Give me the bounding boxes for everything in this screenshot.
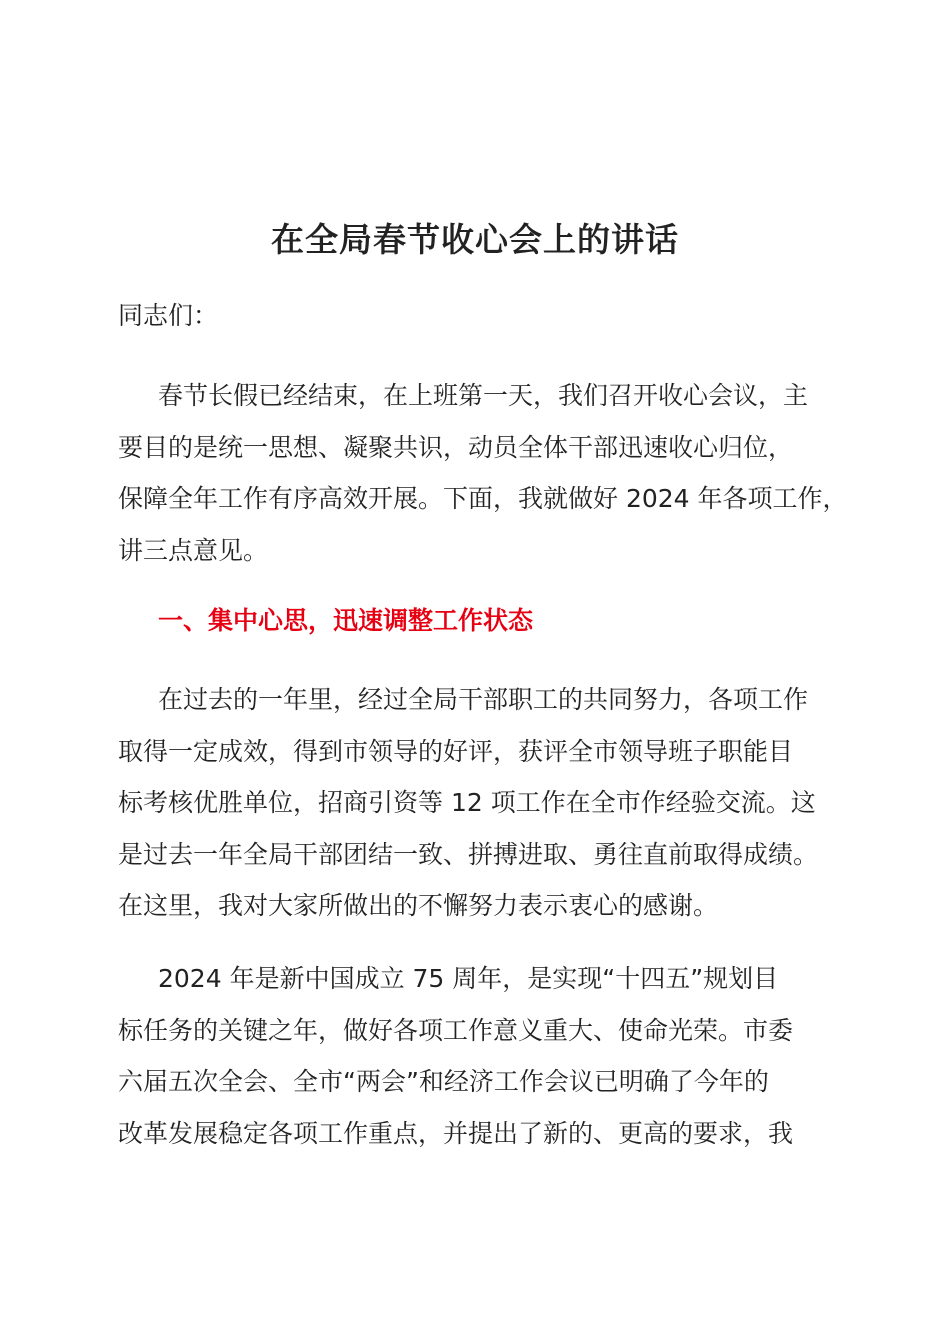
salutation: 同志们： (118, 301, 219, 330)
paragraph-line: 改革发展稳定各项工作重点，并提出了新的、更高的要求，我 (118, 1118, 794, 1148)
paragraph-line: 六届五次全会、全市“两会”和经济工作会议已明确了今年的 (118, 1067, 769, 1096)
paragraph-line: 讲三点意见。 (118, 535, 269, 565)
document-title: 在全局春节收心会上的讲话 (271, 220, 679, 259)
paragraph-line: 标任务的关键之年，做好各项工作意义重大、使命光荣。市委 (118, 1015, 794, 1045)
paragraph-outlook (118, 953, 858, 1159)
paragraph-line: 是过去一年全局干部团结一致、拼搏进取、勇往直前取得成绩。 (118, 839, 819, 869)
paragraph-line: 2024 年是新中国成立 75 周年，是实现“十四五”规划目 (158, 964, 779, 993)
section-heading: 一、集中心思，迅速调整工作状态 (158, 606, 534, 635)
paragraph-line: 取得一定成效，得到市领导的好评，获评全市领导班子职能目 (118, 736, 794, 766)
paragraph-line: 标考核优胜单位，招商引资等 12 项工作在全市作经验交流。这 (118, 788, 816, 817)
paragraph-line: 在这里，我对大家所做出的不懈努力表示衷心的感谢。 (118, 891, 719, 920)
paragraph-line: 在过去的一年里，经过全局干部职工的共同努力，各项工作 (158, 685, 809, 714)
paragraph-intro (118, 370, 858, 576)
paragraph-line: 要目的是统一思想、凝聚共识，动员全体干部迅速收心归位， (118, 432, 794, 462)
paragraph-line: 保障全年工作有序高效开展。下面，我就做好 2024 年各项工作， (118, 484, 848, 513)
paragraph-review (118, 674, 858, 932)
paragraph-line: 春节长假已经结束，在上班第一天，我们召开收心会议，主 (158, 381, 809, 410)
